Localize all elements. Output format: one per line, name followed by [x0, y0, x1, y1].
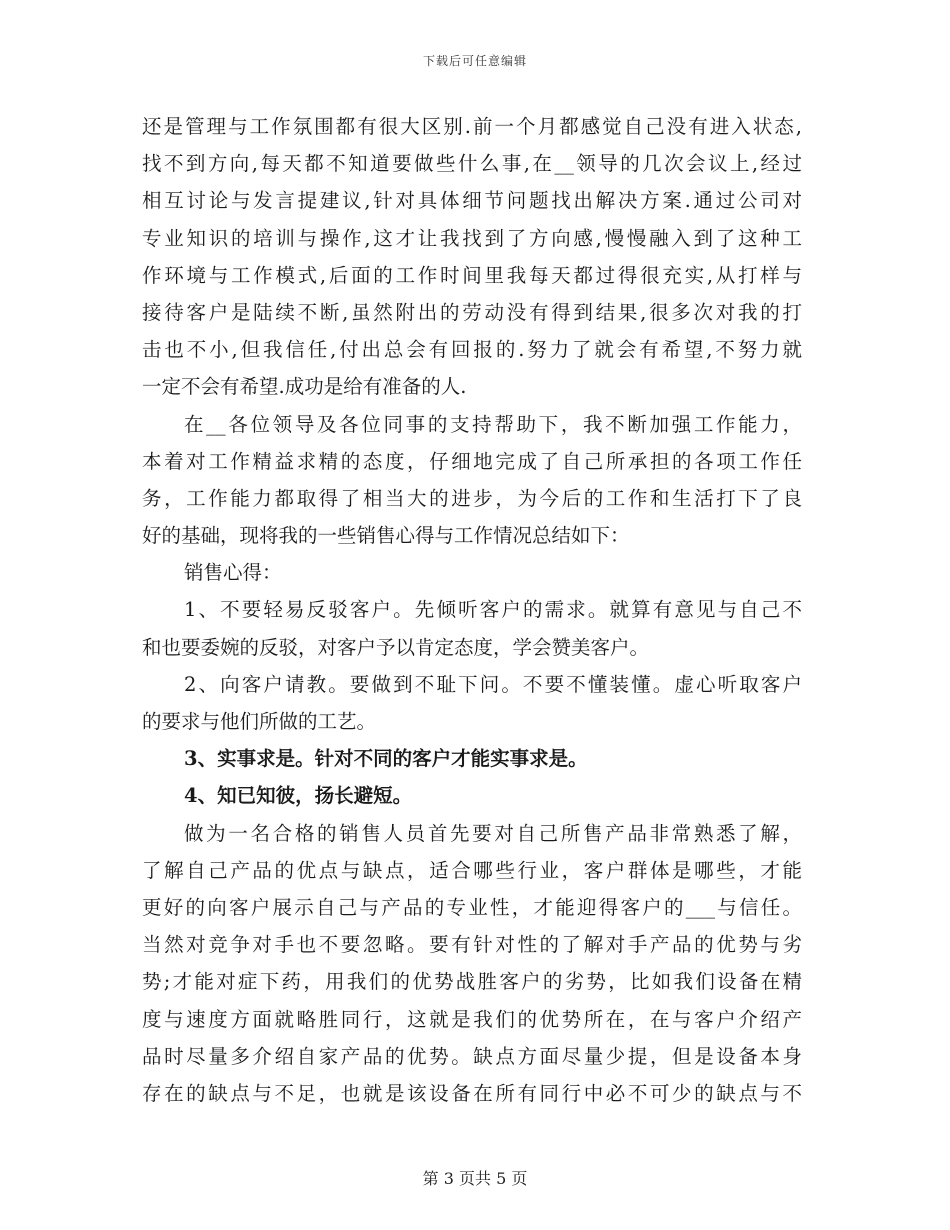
text-line: 还是管理与工作氛围都有很大区别.前一个月都感觉自己没有进入状态, [142, 115, 802, 138]
text-line: 4、知已知彼，扬长避短。 [184, 784, 413, 808]
text-line: 2、向客户请教。要做到不耻下问。不要不懂装懂。虚心听取客户 [184, 672, 802, 696]
document-body [142, 108, 802, 1112]
text-line: 相互讨论与发言提建议,针对具体细节问题找出解决方案.通过公司对 [142, 189, 802, 213]
page-number-footer: 第 3 页共 5 页 [422, 1169, 528, 1188]
text-line: 作环境与工作模式,后面的工作时间里我每天都过得很充实,从打样与 [142, 263, 802, 287]
text-line: 接待客户是陆续不断,虽然附出的劳动没有得到结果,很多次对我的打 [142, 300, 802, 324]
text-line: 击也不小,但我信任,付出总会有回报的.努力了就会有希望,不努力就 [142, 338, 802, 362]
text-line: 找不到方向,每天都不知道要做些什么事,在__领导的几次会议上,经过 [142, 152, 802, 176]
paragraph-2 [142, 406, 802, 555]
text-line: 更好的向客户展示自己与产品的专业性，才能迎得客户的___与信任。 [142, 895, 802, 919]
paragraph-3 [142, 815, 802, 1113]
text-line: 在__各位领导及各位同事的支持帮助下，我不断加强工作能力， [184, 412, 802, 436]
paragraph-1 [142, 108, 802, 406]
text-line: 度与速度方面就略胜同行，这就是我们的优势所在，在与客户介绍产 [142, 1007, 802, 1031]
list-item-4 [142, 777, 802, 814]
page-header-note: 下载后可任意编辑 [422, 54, 527, 68]
text-line: 3、实事求是。针对不同的客户才能实事求是。 [184, 747, 588, 771]
text-line: 势;才能对症下药，用我们的优势战胜客户的劣势，比如我们设备在精 [142, 970, 802, 994]
text-line: 了解自己产品的优点与缺点，适合哪些行业，客户群体是哪些，才能 [142, 858, 802, 882]
text-line: 专业知识的培训与操作,这才让我找到了方向感,慢慢融入到了这种工 [142, 226, 802, 250]
text-line: 品时尽量多介绍自家产品的优势。缺点方面尽量少提，但是设备本身 [142, 1044, 802, 1068]
text-line: 本着对工作精益求精的态度，仔细地完成了自己所承担的各项工作任 [142, 449, 802, 473]
list-item-2 [142, 666, 802, 740]
text-line: 的要求与他们所做的工艺。 [142, 710, 377, 733]
text-line: 一定不会有希望.成功是给有准备的人. [142, 375, 467, 399]
text-line: 销售心得： [184, 561, 282, 585]
list-item-3 [142, 740, 802, 777]
text-line: 存在的缺点与不足，也就是该设备在所有同行中必不可少的缺点与不 [142, 1081, 802, 1105]
section-heading-sales-insights [142, 554, 802, 591]
text-line: 1、不要轻易反驳客户。先倾听客户的需求。就算有意见与自己不 [184, 598, 802, 622]
text-line: 好的基础，现将我的一些销售心得与工作情况总结如下： [142, 524, 630, 548]
text-line: 和也要委婉的反驳，对客户予以肯定态度，学会赞美客户。 [142, 635, 650, 659]
text-line: 做为一名合格的销售人员首先要对自己所售产品非常熟悉了解， [184, 821, 802, 845]
list-item-1 [142, 591, 802, 665]
text-line: 当然对竞争对手也不要忽略。要有针对性的了解对手产品的优势与劣 [142, 933, 802, 957]
text-line: 务，工作能力都取得了相当大的进步，为今后的工作和生活打下了良 [142, 486, 802, 510]
